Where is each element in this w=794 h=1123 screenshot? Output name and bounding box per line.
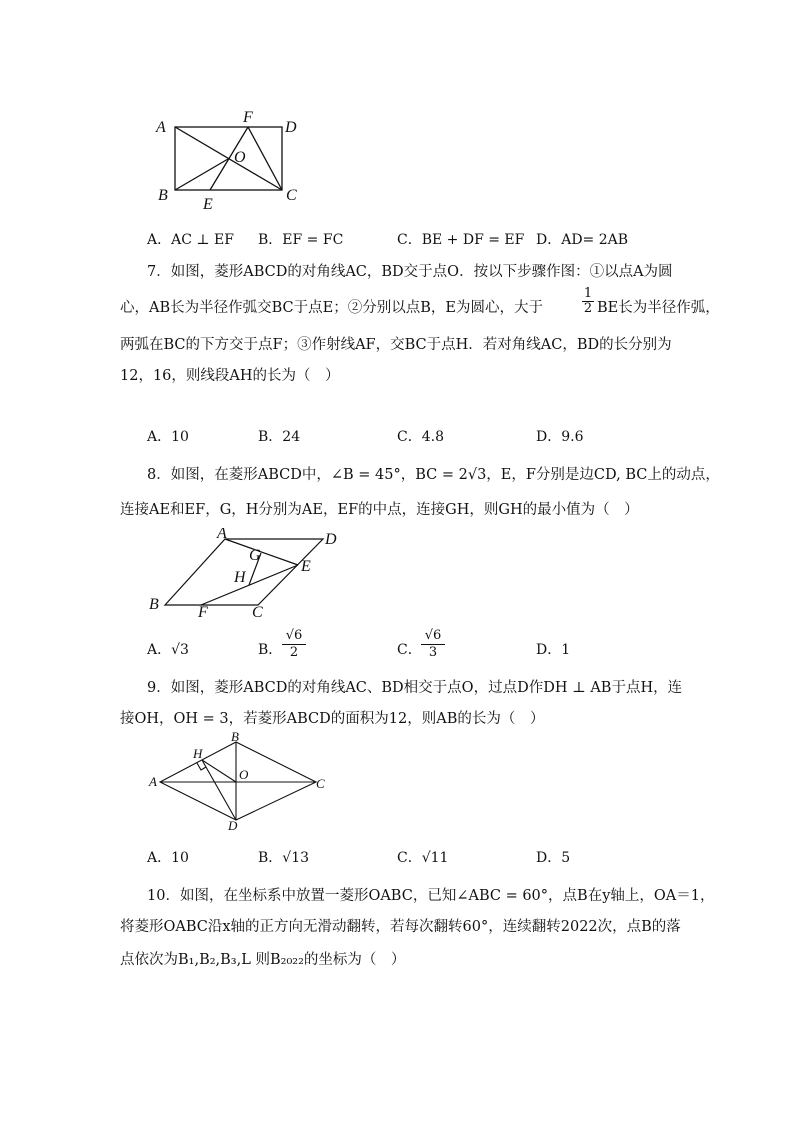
q10-line-3: 点依次为B₁,B₂,B₃,L 则B₂₀₂₂的坐标为（ ）	[120, 952, 406, 968]
q6-option-c: C．BE + DF = EF	[397, 232, 525, 248]
label-F: F	[243, 109, 253, 126]
q7-frac-den: 2	[583, 301, 593, 316]
q8-line-1: 8．如图，在菱形ABCD中，∠B = 45°，BC = 2√3，E，F分别是边CD, BC上的动点，	[147, 467, 720, 483]
q8-optc-num: √6	[421, 628, 445, 645]
q7-option-b: B．24	[258, 429, 301, 445]
q9-option-b: B．√13	[258, 850, 310, 866]
label-D: D	[325, 531, 337, 548]
label-B: B	[149, 596, 159, 613]
q8-option-b-frac	[282, 628, 306, 661]
q9-option-c: C．√11	[397, 850, 449, 866]
q8-optb-num: √6	[282, 628, 306, 645]
q7-line-3: 两弧在BC的下方交于点F；③作射线AF，交BC于点H．若对角线AC，BD的长分别为	[120, 337, 672, 353]
label-D: D	[228, 818, 238, 833]
q6-option-a: A．AC ⊥ EF	[147, 232, 234, 248]
q9-line-1: 9．如图，菱形ABCD的对角线AC、BD相交于点O，过点D作DH ⊥ AB于点H，连	[147, 680, 683, 696]
q7-option-d: D．9.6	[536, 429, 584, 445]
label-E: E	[203, 196, 213, 213]
q10-line-1: 10．如图，在坐标系中放置一菱形OABC，已知∠ABC = 60°，点B在y轴上，OA＝1，	[147, 888, 715, 904]
q9-line-2: 接OH，OH = 3，若菱形ABCD的面积为12，则AB的长为（ ）	[120, 711, 545, 727]
label-G: G	[249, 547, 261, 564]
figure-q9	[148, 730, 338, 834]
q8-option-c-frac	[421, 628, 445, 661]
label-C: C	[252, 604, 263, 620]
q10-line-2: 将菱形OABC沿x轴的正方向无滑动翻转，若每次翻转60°，连续翻转2022次，点B的落	[120, 919, 681, 935]
label-C: C	[316, 776, 325, 791]
label-O: O	[239, 767, 249, 782]
q8-option-a: A．√3	[147, 642, 189, 658]
label-A: A	[149, 774, 157, 789]
q9-option-d: D．5	[536, 850, 571, 866]
q7-line-2: 心，AB长为半径作弧交BC于点E；②分别以点B，E为圆心，大于	[120, 300, 543, 316]
q7-line-2b: BE长为半径作弧，	[597, 300, 720, 316]
label-O: O	[234, 149, 246, 166]
label-B: B	[231, 730, 239, 744]
label-A: A	[156, 119, 166, 136]
q8-optb-den: 2	[289, 645, 299, 660]
label-F: F	[198, 604, 208, 620]
label-D: D	[285, 119, 297, 136]
q8-option-b: B．	[258, 642, 283, 658]
q7-option-c: C．4.8	[397, 429, 444, 445]
figure-q6	[150, 108, 310, 216]
label-E: E	[301, 558, 311, 575]
label-C: C	[286, 187, 297, 204]
q8-option-c: C．	[397, 642, 422, 658]
label-H: H	[234, 569, 246, 586]
q6-option-d: D．AD= 2AB	[536, 232, 629, 248]
label-B: B	[158, 187, 168, 204]
q7-line-1: 7．如图，菱形ABCD的对角线AC，BD交于点O．按以下步骤作图：①以点A为圆	[147, 264, 673, 280]
q8-option-d: D．1	[536, 642, 571, 658]
figure-q8	[145, 528, 345, 620]
q9-option-a: A．10	[147, 850, 189, 866]
label-A: A	[217, 528, 227, 542]
q8-optc-den: 3	[428, 645, 438, 660]
label-H: H	[193, 746, 203, 761]
q7-fraction	[582, 287, 594, 316]
q6-option-b: B．EF = FC	[258, 232, 344, 248]
q8-line-2: 连接AE和EF，G，H分别为AE，EF的中点，连接GH，则GH的最小值为（ ）	[120, 502, 639, 518]
q7-option-a: A．10	[147, 429, 189, 445]
q7-frac-num: 1	[583, 286, 593, 301]
q7-line-4: 12，16，则线段AH的长为（ ）	[120, 368, 340, 384]
